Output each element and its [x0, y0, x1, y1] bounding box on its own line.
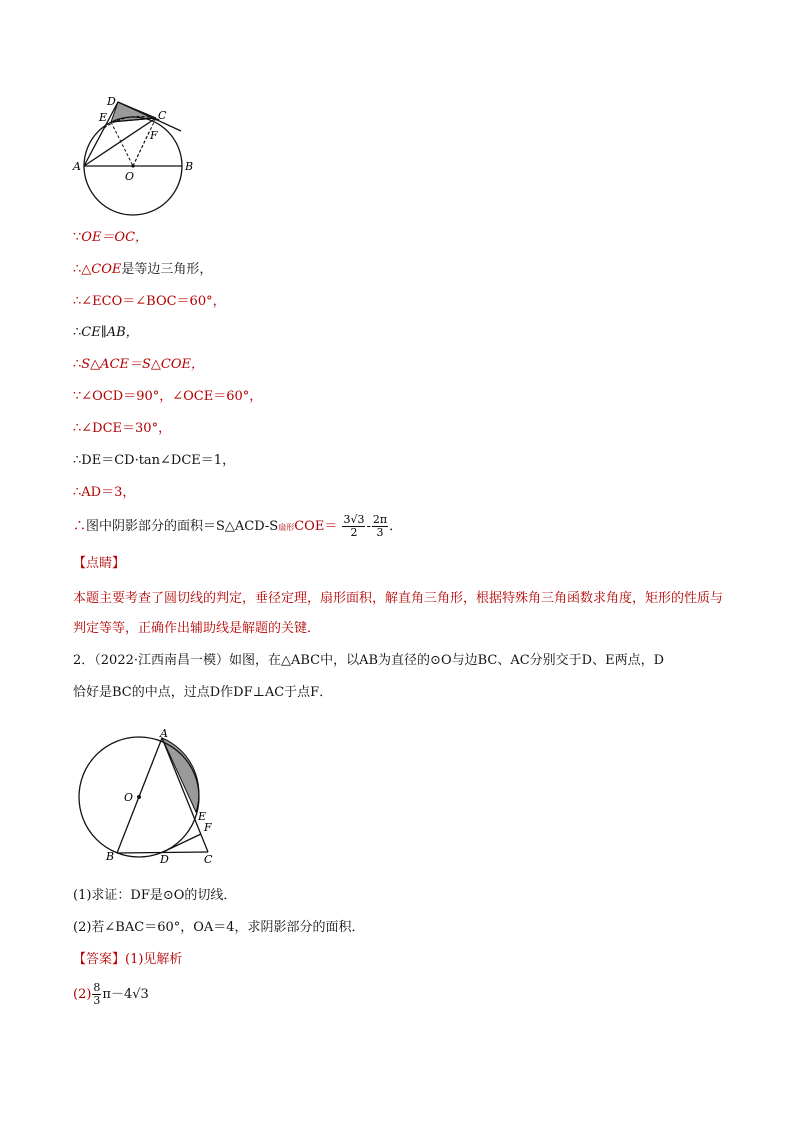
- label-e: E: [99, 111, 108, 124]
- solution-line-8: ∴DE＝CD·tan∠DCE＝1，: [73, 453, 236, 468]
- solution-line-1: ∵OE＝OC，: [73, 230, 149, 245]
- fraction-8-over-3: $\frac{8}{3}$: [93, 981, 101, 1007]
- label-a: A: [160, 727, 168, 740]
- point-o: [131, 164, 134, 167]
- problem2-stem-line1: 2．（2022·江西南昌一模）如图，在△ABC中，以AB为直径的⊙O与边BC、AC分别交于D、E两点，D: [73, 653, 665, 668]
- solution-line-6: ∵∠OCD＝90°，∠OCE＝60°，: [73, 389, 263, 404]
- label-c: C: [204, 853, 213, 866]
- label-o: O: [124, 791, 134, 804]
- label-b: B: [185, 160, 194, 173]
- solution-line-3: ∴∠ECO＝∠BOC＝60°，: [73, 294, 226, 309]
- label-d: D: [107, 95, 116, 108]
- problem2-question-2: (2)若∠BAC＝60°，OA＝4，求阴影部分的面积．: [73, 920, 365, 935]
- figure-1-circle-diagram: [66, 92, 196, 222]
- label-f: F: [204, 821, 212, 834]
- problem2-question-1: (1)求证：DF是⊙O的切线．: [73, 888, 237, 903]
- label-e: E: [198, 810, 207, 823]
- solution-line-10: ∴图中阴影部分的面积＝S△ACD-S扇形COE＝ $\frac{3√3}{2}$ - $\frac{2\pi}{3}$ ．: [73, 513, 403, 539]
- label-a: A: [73, 160, 81, 173]
- solution-line-4: ∴CE∥AB，: [73, 325, 139, 340]
- label-f: F: [150, 129, 158, 142]
- label-b: B: [106, 850, 115, 863]
- label-c: C: [158, 109, 167, 122]
- comment-tag: 【点睛】: [73, 556, 126, 571]
- fraction-2pi-over-3: $\frac{2\pi}{3}$: [372, 513, 388, 539]
- point-o: [137, 795, 141, 799]
- solution-line-9: ∴AD＝3，: [73, 485, 136, 500]
- figure-2-circle-diagram: [74, 724, 220, 868]
- solution-line-7: ∴∠DCE＝30°，: [73, 421, 172, 436]
- answer-line-2: (2) $\frac{8}{3}$ π－4√3: [73, 981, 149, 1007]
- fraction-3root3-over-2: $\frac{3√3}{2}$: [343, 513, 365, 539]
- comment-text: 本题主要考查了圆切线的判定，垂径定理，扇形面积，解直角三角形，根据特殊角三角函数求角度，矩形的性质与判定等等，正确作出辅助线是解题的关键．: [73, 591, 724, 636]
- label-o: O: [125, 170, 135, 183]
- solution-line-5: ∴S△ACE＝S△COE，: [73, 357, 205, 372]
- label-d: D: [160, 853, 169, 866]
- shaded-segment: [162, 738, 199, 812]
- problem2-stem-line2: 恰好是BC的中点，过点D作DF⊥AC于点F．: [73, 685, 333, 700]
- solution-line-2: ∴△COE是等边三角形，: [73, 262, 213, 277]
- answer-line-1: 【答案】(1)见解析: [73, 952, 183, 967]
